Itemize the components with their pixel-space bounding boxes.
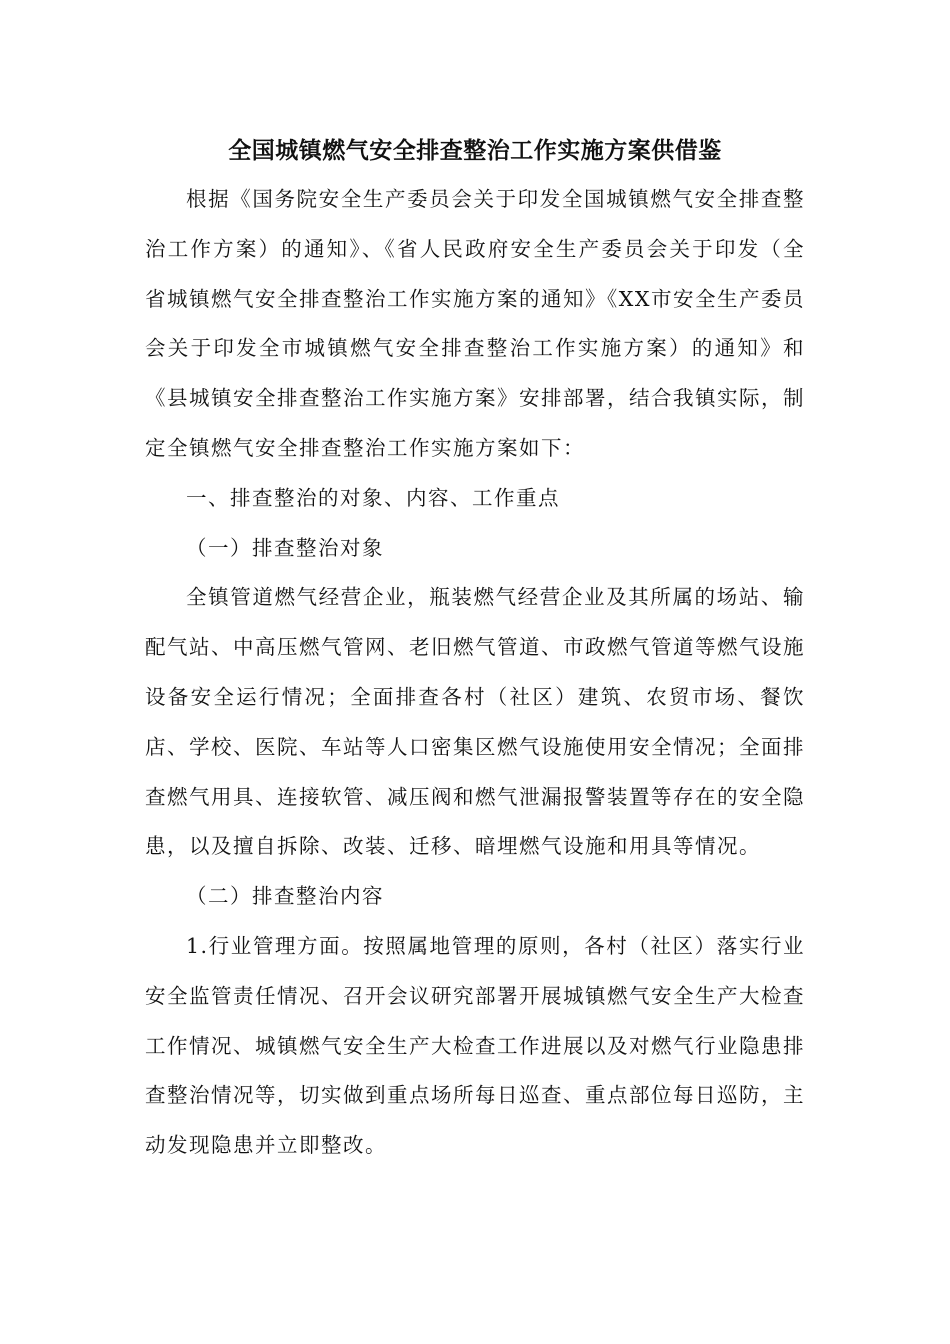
section-heading-1: 一、排查整治的对象、内容、工作重点 (186, 485, 560, 510)
intro-paragraph: 根据《国务院安全生产委员会关于印发全国城镇燃气安全排查整治工作方案）的通知》、《省人民政府安全生产委员会关于印发（全省城镇燃气安全排查整治工作实施方案的通知》《XX市安全生产委员会关于印发全市城镇燃气安全排查整治工作实施方案）的通知》和《县城镇安全排查整治工作实施方案》安排部署，结合我镇实际，制定全镇燃气安全排查整治工作实施方案如下： (145, 187, 805, 460)
subsection-body-1: 全镇管道燃气经营企业，瓶装燃气经营企业及其所属的场站、输配气站、中高压燃气管网、老旧燃气管道、市政燃气管道等燃气设施设备安全运行情况；全面排查各村（社区）建筑、农贸市场、餐饮店、学校、医院、车站等人口密集区燃气设施使用安全情况；全面排查燃气用具、连接软管、减压阀和燃气泄漏报警装置等存在的安全隐患，以及擅自拆除、改装、迁移、暗埋燃气设施和用具等情况。 (145, 585, 805, 859)
subsection-heading-2: （二）排查整治内容 (186, 884, 384, 909)
document-page (145, 127, 805, 1171)
item-paragraph-1: 1.行业管理方面。按照属地管理的原则，各村（社区）落实行业安全监管责任情况、召开会议研究部署开展城镇燃气安全生产大检查工作情况、城镇燃气安全生产大检查工作进展以及对燃气行业隐患排查整治情况等，切实做到重点场所每日巡查、重点部位每日巡防，主动发现隐患并立即整改。 (145, 933, 805, 1158)
document-title: 全国城镇燃气安全排查整治工作实施方案供借鉴 (228, 138, 722, 164)
subsection-heading-1: （一）排查整治对象 (186, 535, 384, 560)
